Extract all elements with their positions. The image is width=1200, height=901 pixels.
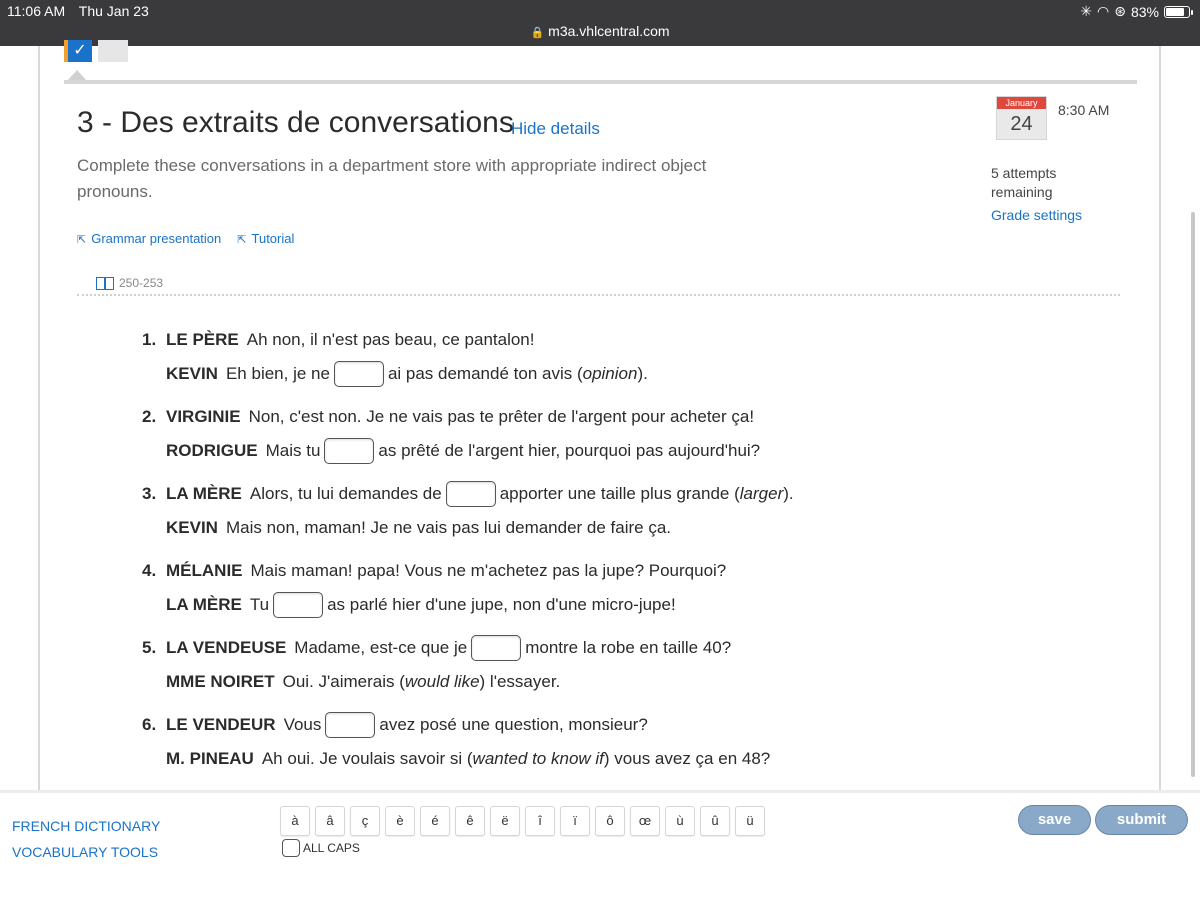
dialogue-line	[142, 322, 962, 357]
due-time: 8:30 AM	[1058, 102, 1110, 118]
save-button[interactable]: save	[1018, 805, 1091, 835]
answer-input-4[interactable]	[273, 592, 323, 618]
tutorial-label: Tutorial	[251, 231, 295, 246]
question-5	[142, 630, 962, 707]
dialogue-italic: larger	[739, 483, 784, 503]
battery-fill	[1166, 8, 1184, 16]
all-caps-label: ALL CAPS	[303, 841, 360, 855]
tab-pointer	[68, 70, 86, 80]
question-list	[142, 322, 962, 784]
attempts-remaining: 5 attempts remaining	[991, 165, 1057, 200]
speaker: RODRIGUE	[166, 440, 258, 460]
answer-input-5[interactable]	[471, 635, 521, 661]
dialogue-text: Tu	[249, 594, 270, 614]
url-bar[interactable]	[0, 23, 1200, 39]
next-tab[interactable]	[98, 40, 128, 62]
dialogue-text: Mais non, maman! Je ne vais pas lui demander de faire ça.	[225, 517, 672, 537]
tutorial-link[interactable]	[237, 231, 294, 246]
resource-links	[77, 231, 294, 246]
dialogue-line	[142, 399, 962, 434]
dialogue-italic: would like	[404, 671, 480, 691]
speaker: KEVIN	[166, 517, 218, 537]
dialogue-text: Non, c'est non. Je ne vais pas te prêter de l'argent pour acheter ça!	[248, 406, 755, 426]
submit-button[interactable]: submit	[1095, 805, 1188, 835]
speaker: M. PINEAU	[166, 748, 254, 768]
speaker: LE VENDEUR	[166, 714, 276, 734]
accent-key[interactable]: è	[385, 806, 415, 836]
completed-tab-checkmark-icon[interactable]: ✓	[64, 40, 92, 62]
dialogue-text: Mais maman! papa! Vous ne m'achetez pas la jupe? Pourquoi?	[250, 560, 727, 580]
dialogue-line	[142, 630, 962, 665]
accent-key[interactable]: é	[420, 806, 450, 836]
all-caps-checkbox[interactable]	[282, 839, 300, 857]
dialogue-line	[142, 588, 962, 621]
speaker: VIRGINIE	[166, 406, 241, 426]
page-range: 250-253	[119, 276, 164, 290]
dialogue-text: ) l'essayer.	[479, 671, 561, 691]
tool-links	[12, 813, 160, 865]
accent-key[interactable]: ô	[595, 806, 625, 836]
dialogue-italic: wanted to know if	[472, 748, 604, 768]
dialogue-line	[142, 665, 962, 698]
dialogue-text: Ah non, il n'est pas beau, ce pantalon!	[246, 329, 535, 349]
textbook-reference[interactable]	[96, 276, 163, 290]
rotation-lock-icon: ⊛	[1114, 3, 1126, 19]
answer-input-1[interactable]	[334, 361, 384, 387]
bottom-toolbar	[0, 790, 1200, 901]
dialogue-italic: opinion	[582, 363, 638, 383]
calendar-day: 24	[1010, 113, 1033, 135]
accent-key[interactable]: œ	[630, 806, 660, 836]
dialogue-text: as parlé hier d'une jupe, non d'une micro-jupe!	[327, 594, 676, 614]
question-4	[142, 553, 962, 630]
dialogue-text: ).	[783, 483, 794, 503]
speaker: MÉLANIE	[166, 560, 243, 580]
url-text: m3a.vhlcentral.com	[548, 23, 670, 39]
dialogue-text: avez posé une question, monsieur?	[379, 714, 648, 734]
accent-key[interactable]: û	[700, 806, 730, 836]
speaker: LE PÈRE	[166, 329, 239, 349]
accent-keyboard	[280, 806, 765, 836]
accent-key[interactable]: î	[525, 806, 555, 836]
dialogue-text: Vous	[283, 714, 322, 734]
question-number: 4.	[142, 560, 157, 580]
speaker: KEVIN	[166, 363, 218, 383]
dialogue-text: Alors, tu lui demandes de	[249, 483, 442, 503]
grade-settings-link[interactable]: Grade settings	[991, 207, 1083, 223]
dialogue-text: ).	[637, 363, 648, 383]
scrollbar[interactable]	[1191, 212, 1195, 777]
dialogue-text: Mais tu	[265, 440, 321, 460]
dialogue-line	[142, 707, 962, 742]
dialogue-line	[142, 742, 962, 775]
dialogue-text: montre la robe en taille 40?	[525, 637, 732, 657]
status-bar-right	[1080, 3, 1190, 20]
speaker: LA VENDEUSE	[166, 637, 287, 657]
accent-key[interactable]: ç	[350, 806, 380, 836]
frame-right-border	[1159, 46, 1161, 790]
question-3	[142, 476, 962, 553]
status-date: Thu Jan 23	[78, 3, 149, 19]
question-number: 3.	[142, 483, 157, 503]
dialogue-text: Oui. J'aimerais (	[282, 671, 405, 691]
question-6	[142, 707, 962, 784]
question-number: 5.	[142, 637, 157, 657]
speaker: MME NOIRET	[166, 671, 275, 691]
accent-key[interactable]: à	[280, 806, 310, 836]
external-arrow-icon: ⇱	[77, 234, 87, 246]
answer-input-6[interactable]	[325, 712, 375, 738]
all-caps-toggle[interactable]	[282, 839, 360, 857]
answer-input-2[interactable]	[324, 438, 374, 464]
calendar-month: January	[997, 97, 1046, 109]
vocabulary-tools-link[interactable]: VOCABULARY TOOLS	[12, 844, 159, 860]
dialogue-text: Eh bien, je ne	[225, 363, 330, 383]
external-arrow-icon: ⇱	[237, 234, 247, 246]
lock-icon: 🔒	[530, 27, 545, 39]
dialogue-text: Madame, est-ce que je	[294, 637, 468, 657]
dialogue-text: as prêté de l'argent hier, pourquoi pas aujourd'hui?	[378, 440, 761, 460]
question-number: 1.	[142, 329, 157, 349]
accent-key[interactable]: ï	[560, 806, 590, 836]
dialogue-line	[142, 553, 962, 588]
dialogue-line	[142, 357, 962, 390]
dialogue-line	[142, 476, 962, 511]
frame-left-border	[38, 46, 40, 790]
activity-title: 3 - Des extraits de conversations	[77, 106, 514, 139]
speaker: LA MÈRE	[166, 594, 242, 614]
dialogue-text: Ah oui. Je voulais savoir si (	[261, 748, 473, 768]
browser-top-bar	[0, 0, 1200, 46]
accent-key[interactable]: â	[315, 806, 345, 836]
question-1	[142, 322, 962, 399]
dialogue-text: ai pas demandé ton avis (	[387, 363, 583, 383]
calendar-icon	[996, 96, 1047, 140]
battery-percent: 83%	[1130, 3, 1159, 20]
hide-details-link[interactable]: Hide details	[511, 119, 600, 138]
grammar-presentation-label: Grammar presentation	[91, 231, 222, 246]
wifi-icon: ◠	[1097, 3, 1110, 19]
accent-key[interactable]: ë	[490, 806, 520, 836]
dialogue-line	[142, 511, 962, 544]
instructions: Complete these conversations in a department store with appropriate indirect object pronouns.	[77, 156, 707, 201]
answer-input-3[interactable]	[446, 481, 496, 507]
french-dictionary-link[interactable]: FRENCH DICTIONARY	[12, 818, 161, 834]
loading-icon: ✳	[1080, 3, 1093, 19]
accent-key[interactable]: ù	[665, 806, 695, 836]
speaker: LA MÈRE	[166, 483, 242, 503]
tab-divider	[64, 80, 1137, 84]
grammar-presentation-link[interactable]	[77, 231, 221, 246]
dialogue-text: ) vous avez ça en 48?	[603, 748, 771, 768]
status-bar-left	[7, 3, 159, 19]
battery-icon	[1164, 6, 1190, 18]
question-number: 6.	[142, 714, 157, 734]
dialogue-text: apporter une taille plus grande (	[499, 483, 740, 503]
status-time: 11:06 AM	[7, 3, 66, 19]
question-number: 2.	[142, 406, 157, 426]
accent-key[interactable]: ê	[455, 806, 485, 836]
question-2	[142, 399, 962, 476]
accent-key[interactable]: ü	[735, 806, 765, 836]
dialogue-line	[142, 434, 962, 467]
book-icon	[96, 277, 114, 290]
dotted-divider	[77, 294, 1120, 296]
